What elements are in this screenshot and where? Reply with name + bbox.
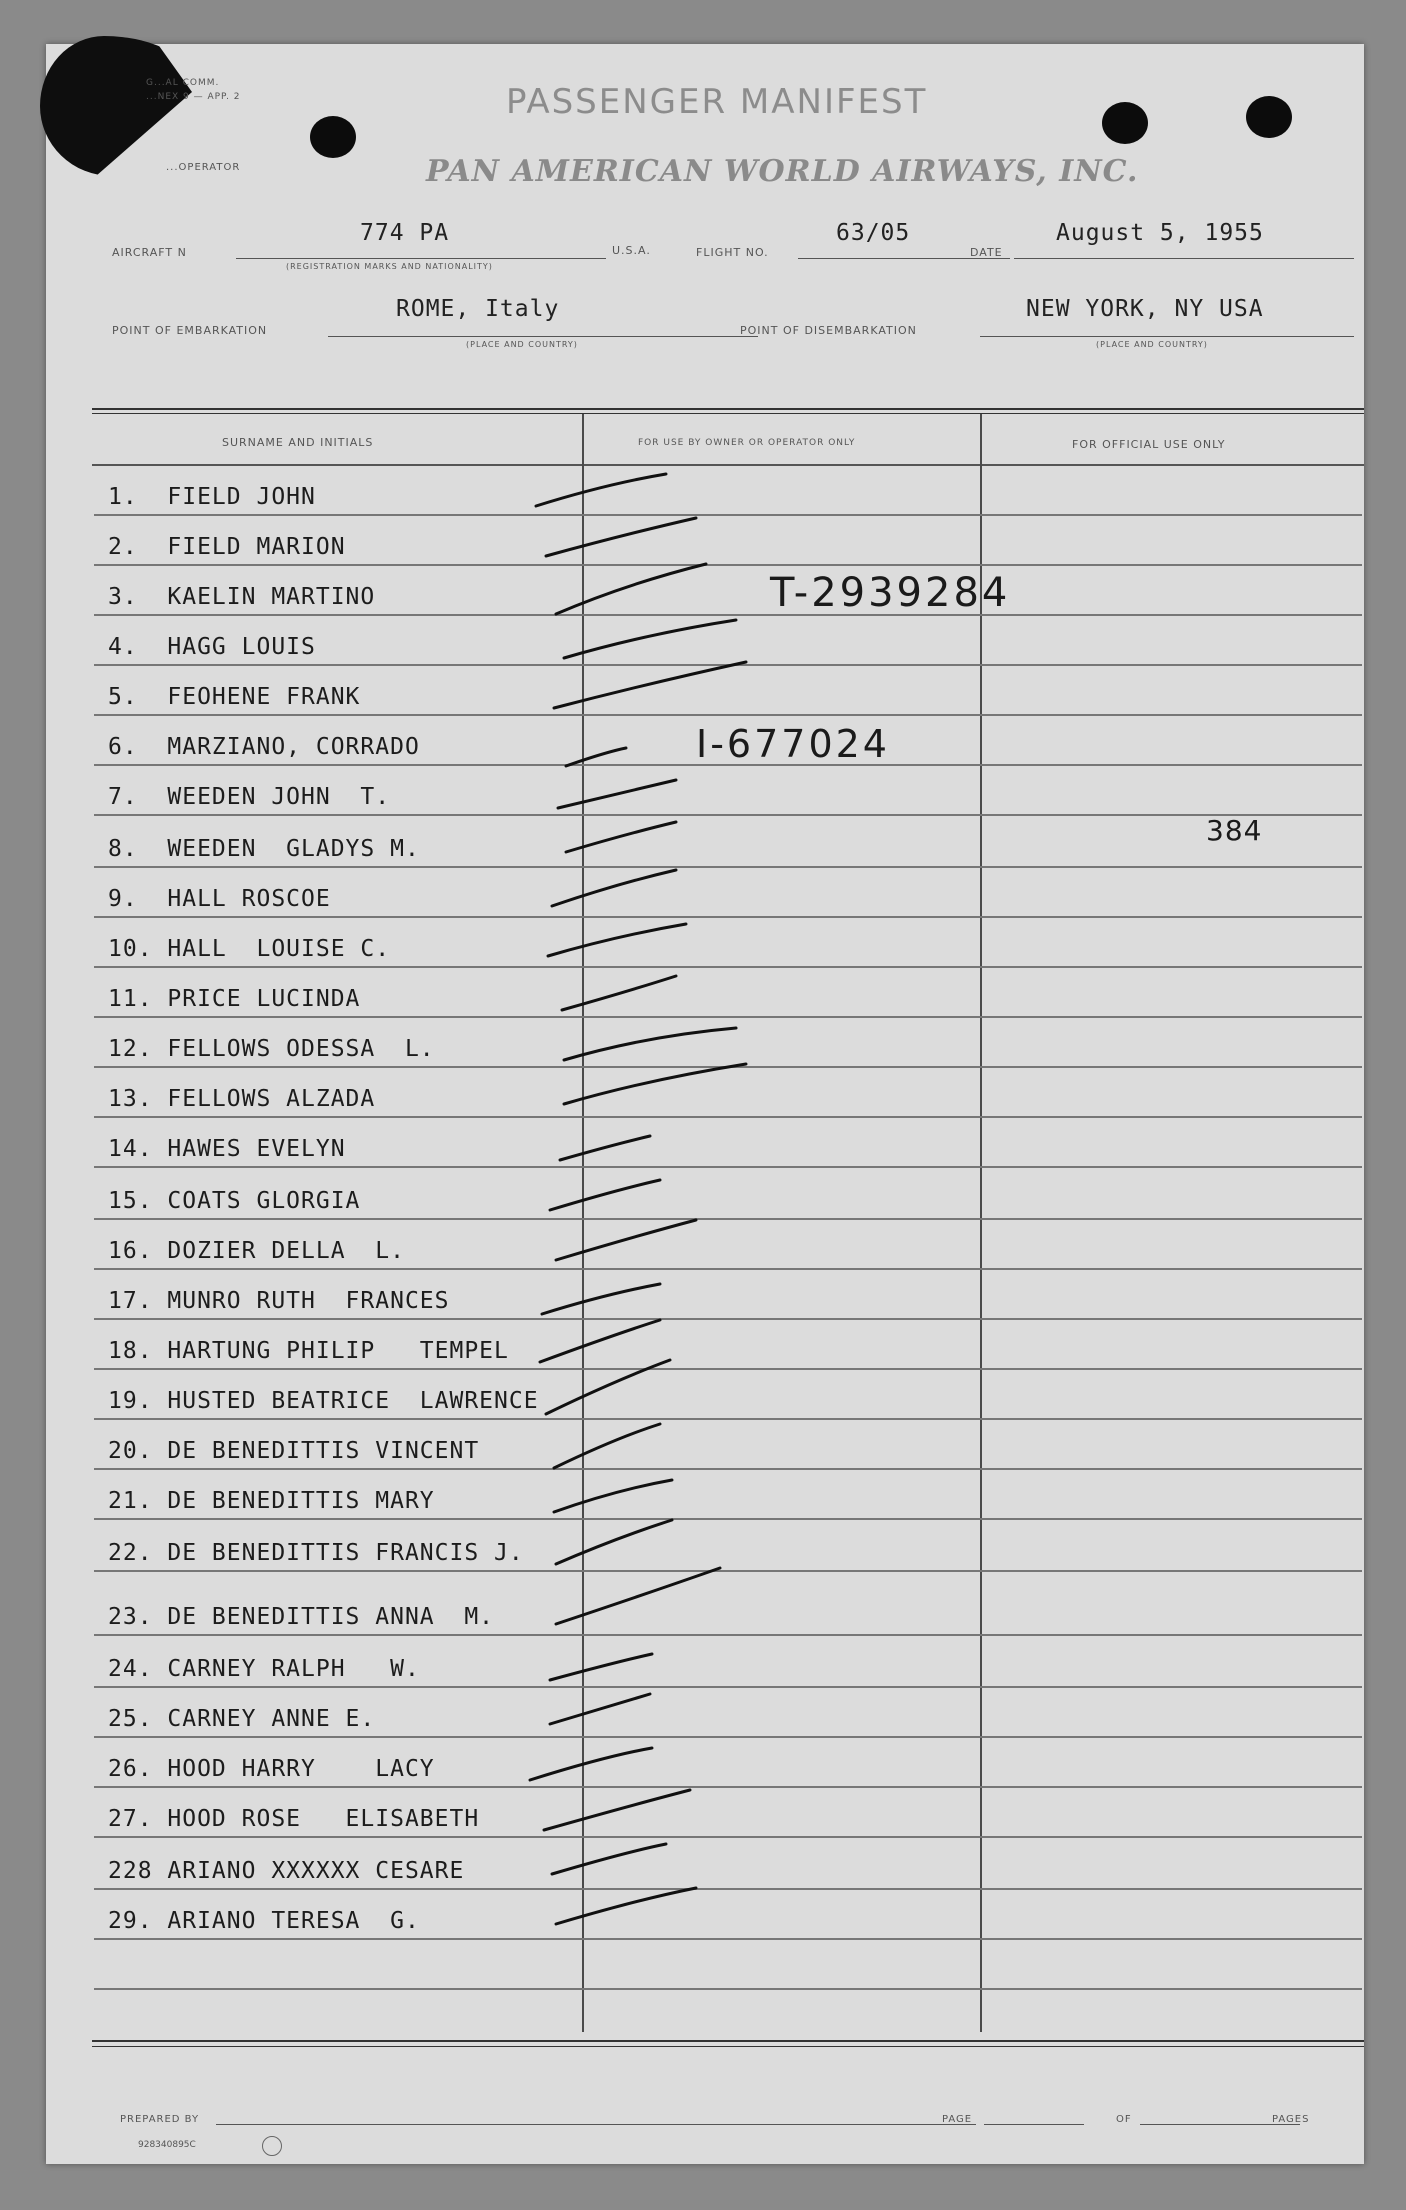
- passenger-row: 18. HARTUNG PHILIP TEMPEL: [108, 1338, 509, 1364]
- passenger-row: 1. FIELD JOHN: [108, 484, 316, 510]
- passenger-row: 16. DOZIER DELLA L.: [108, 1238, 405, 1264]
- passenger-row: 24. CARNEY RALPH W.: [108, 1656, 420, 1682]
- prepared-by-label: PREPARED BY: [120, 2114, 200, 2125]
- disembarkation-label: POINT OF DISEMBARKATION: [740, 324, 917, 337]
- passenger-row: 19. HUSTED BEATRICE LAWRENCE: [108, 1388, 539, 1414]
- check-mark: [546, 518, 696, 556]
- disembarkation-value: NEW YORK, NY USA: [1026, 296, 1264, 322]
- check-mark: [554, 1424, 660, 1468]
- check-mark: [556, 1220, 696, 1260]
- passenger-row: 21. DE BENEDITTIS MARY: [108, 1488, 435, 1514]
- union-bug-icon: [262, 2136, 282, 2156]
- date-label: DATE: [970, 246, 1003, 259]
- check-mark: [550, 1654, 652, 1680]
- check-mark: [546, 1360, 670, 1414]
- passenger-row: 26. HOOD HARRY LACY: [108, 1756, 435, 1782]
- flight-no-label: FLIGHT NO.: [696, 246, 769, 259]
- check-mark: [556, 1888, 696, 1924]
- check-mark: [550, 1694, 650, 1724]
- passenger-row: 13. FELLOWS ALZADA: [108, 1086, 376, 1112]
- usa-label: U.S.A.: [612, 244, 651, 257]
- aircraft-label: AIRCRAFT N: [112, 246, 187, 259]
- passenger-row: 25. CARNEY ANNE E.: [108, 1706, 376, 1732]
- check-mark: [556, 564, 706, 614]
- place-country-label-1: (PLACE AND COUNTRY): [466, 340, 578, 349]
- column-header-owner: FOR USE BY OWNER OR OPERATOR ONLY: [638, 438, 856, 448]
- check-mark: [566, 822, 676, 852]
- of-label: OF: [1116, 2114, 1132, 2125]
- handwritten-note-row3: T-2939284: [770, 570, 1011, 616]
- column-header-official: FOR OFFICIAL USE ONLY: [1072, 438, 1226, 451]
- check-mark: [560, 1136, 650, 1160]
- check-mark: [564, 620, 736, 658]
- corner-text-2: ...NEX 9 — APP. 2: [146, 92, 241, 102]
- check-mark: [544, 1790, 690, 1830]
- handwritten-official-note: 384: [1206, 814, 1263, 847]
- passenger-row: 7. WEEDEN JOHN T.: [108, 784, 391, 810]
- airline-name: PAN AMERICAN WORLD AIRWAYS, INC.: [426, 154, 1139, 189]
- check-mark: [564, 1064, 746, 1104]
- passenger-row: 5. FEOHENE FRANK: [108, 684, 361, 710]
- check-mark: [548, 924, 686, 956]
- passenger-row: 27. HOOD ROSE ELISABETH: [108, 1806, 480, 1832]
- flight-no-value: 63/05: [836, 220, 911, 246]
- check-mark: [530, 1748, 652, 1780]
- handwritten-note-row6: I-677024: [696, 722, 890, 766]
- registration-label: (REGISTRATION MARKS AND NATIONALITY): [286, 262, 493, 271]
- passenger-row: 10. HALL LOUISE C.: [108, 936, 391, 962]
- passenger-row: 20. DE BENEDITTIS VINCENT: [108, 1438, 480, 1464]
- check-mark: [564, 1028, 736, 1060]
- check-mark: [536, 474, 666, 506]
- passenger-row: 17. MUNRO RUTH FRANCES: [108, 1288, 450, 1314]
- embarkation-label: POINT OF EMBARKATION: [112, 324, 268, 337]
- check-mark: [558, 780, 676, 808]
- passenger-row: 22. DE BENEDITTIS FRANCIS J.: [108, 1540, 524, 1566]
- passenger-row: 23. DE BENEDITTIS ANNA M.: [108, 1604, 495, 1630]
- passenger-row: 8. WEEDEN GLADYS M.: [108, 836, 420, 862]
- form-title: PASSENGER MANIFEST: [506, 82, 928, 122]
- passenger-row: 228 ARIANO XXXXXX CESARE: [108, 1858, 465, 1884]
- check-mark: [566, 748, 626, 766]
- passenger-row: 14. HAWES EVELYN: [108, 1136, 346, 1162]
- passenger-row: 4. HAGG LOUIS: [108, 634, 316, 660]
- check-mark: [552, 1844, 666, 1874]
- check-mark: [554, 662, 746, 708]
- passenger-row: 15. COATS GLORGIA: [108, 1188, 361, 1214]
- passenger-row: 11. PRICE LUCINDA: [108, 986, 361, 1012]
- passenger-row: 6. MARZIANO, CORRADO: [108, 734, 420, 760]
- check-mark: [542, 1284, 660, 1314]
- manifest-sheet: [46, 44, 1364, 2164]
- aircraft-value: 774 PA: [360, 220, 450, 246]
- page-label: PAGE: [942, 2114, 973, 2125]
- check-mark: [556, 1568, 720, 1624]
- passenger-row: 12. FELLOWS ODESSA L.: [108, 1036, 435, 1062]
- column-header-surname: SURNAME AND INITIALS: [222, 436, 374, 449]
- place-country-label-2: (PLACE AND COUNTRY): [1096, 340, 1208, 349]
- check-mark: [552, 870, 676, 906]
- date-value: August 5, 1955: [1056, 220, 1264, 246]
- passenger-row: 29. ARIANO TERESA G.: [108, 1908, 420, 1934]
- prepared-by-underline: [216, 2124, 976, 2125]
- corner-text-3: ...OPERATOR: [166, 162, 241, 173]
- page-underline: [984, 2124, 1084, 2125]
- check-mark: [554, 1480, 672, 1512]
- corner-text-1: G...AL COMM.: [146, 78, 220, 88]
- check-mark: [556, 1520, 672, 1564]
- check-marks: [46, 44, 1364, 2164]
- passenger-row: 3. KAELIN MARTINO: [108, 584, 376, 610]
- passenger-row: 9. HALL ROSCOE: [108, 886, 331, 912]
- embarkation-value: ROME, Italy: [396, 296, 560, 322]
- form-number: 928340895C: [138, 2140, 196, 2150]
- passenger-row: 2. FIELD MARION: [108, 534, 346, 560]
- check-mark: [540, 1320, 660, 1362]
- pages-label: PAGES: [1272, 2114, 1310, 2125]
- check-mark: [562, 976, 676, 1010]
- check-mark: [550, 1180, 660, 1210]
